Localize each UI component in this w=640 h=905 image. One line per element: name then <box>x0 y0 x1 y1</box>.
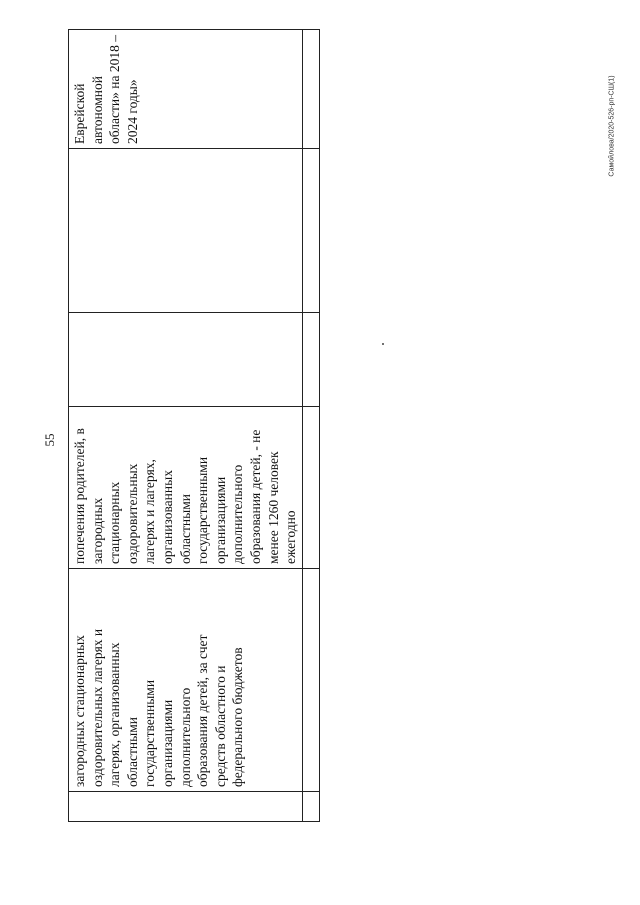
table-row <box>302 30 319 822</box>
cell-line: дополнительного <box>230 464 246 564</box>
rotated-table-container <box>68 30 299 822</box>
cell-line: государственными <box>195 456 211 564</box>
cell-line: загородных <box>89 497 105 564</box>
cell-line: лагерях, организованных <box>107 642 123 787</box>
cell-line: средств областного и <box>212 665 228 787</box>
table-cell-program <box>69 30 303 149</box>
cell-line: автономной <box>89 76 105 144</box>
table-cell-indicator <box>69 407 303 569</box>
cell-line: государственными <box>142 679 158 787</box>
stamp-text: Самойлова/2020-526-рп-СШ(1) <box>608 75 616 177</box>
cell-line: федерального бюджетов <box>230 647 246 787</box>
cell-line: загородных стационарных <box>72 635 87 787</box>
table-cell-responsible <box>69 149 303 313</box>
cell-line: оздоровительных лагерях и <box>89 628 105 787</box>
table-row <box>69 30 303 822</box>
cell-line: организованных <box>159 470 175 564</box>
table-cell-term <box>69 313 303 407</box>
cell-line: организациями <box>212 476 228 564</box>
cell-line: 2024 годы» <box>124 79 140 144</box>
cell-line: областными <box>124 717 140 787</box>
cell-line: лагерях и лагерях, <box>142 459 158 564</box>
cell-line: образования детей, - не <box>247 429 263 564</box>
document-stamp <box>608 75 622 177</box>
cell-line: Еврейской <box>72 83 87 144</box>
program-table <box>68 29 320 822</box>
table-cell-empty <box>302 313 319 407</box>
table-cell-empty <box>302 30 319 149</box>
cell-line: дополнительного <box>177 687 193 787</box>
page-number-text: 55 <box>42 433 57 447</box>
cell-line: образования детей, за счет <box>195 634 211 787</box>
cell-line: оздоровительных <box>124 463 140 564</box>
page-number <box>42 433 64 460</box>
cell-line: области» на 2018 – <box>107 35 123 144</box>
cell-line: ежегодно <box>283 510 299 564</box>
table-cell-empty <box>302 407 319 569</box>
table-cell-number <box>69 792 303 822</box>
table-cell-empty <box>302 569 319 792</box>
cell-line: стационарных <box>107 481 123 564</box>
table-cell-event <box>69 569 303 792</box>
scan-speck <box>382 343 384 345</box>
cell-line: попечения родителей, в <box>72 428 87 564</box>
cell-line: организациями <box>159 699 175 787</box>
table-cell-empty <box>302 149 319 313</box>
cell-line: областными <box>177 494 193 564</box>
table-cell-empty <box>302 792 319 822</box>
cell-line: менее 1260 человек <box>265 451 281 564</box>
